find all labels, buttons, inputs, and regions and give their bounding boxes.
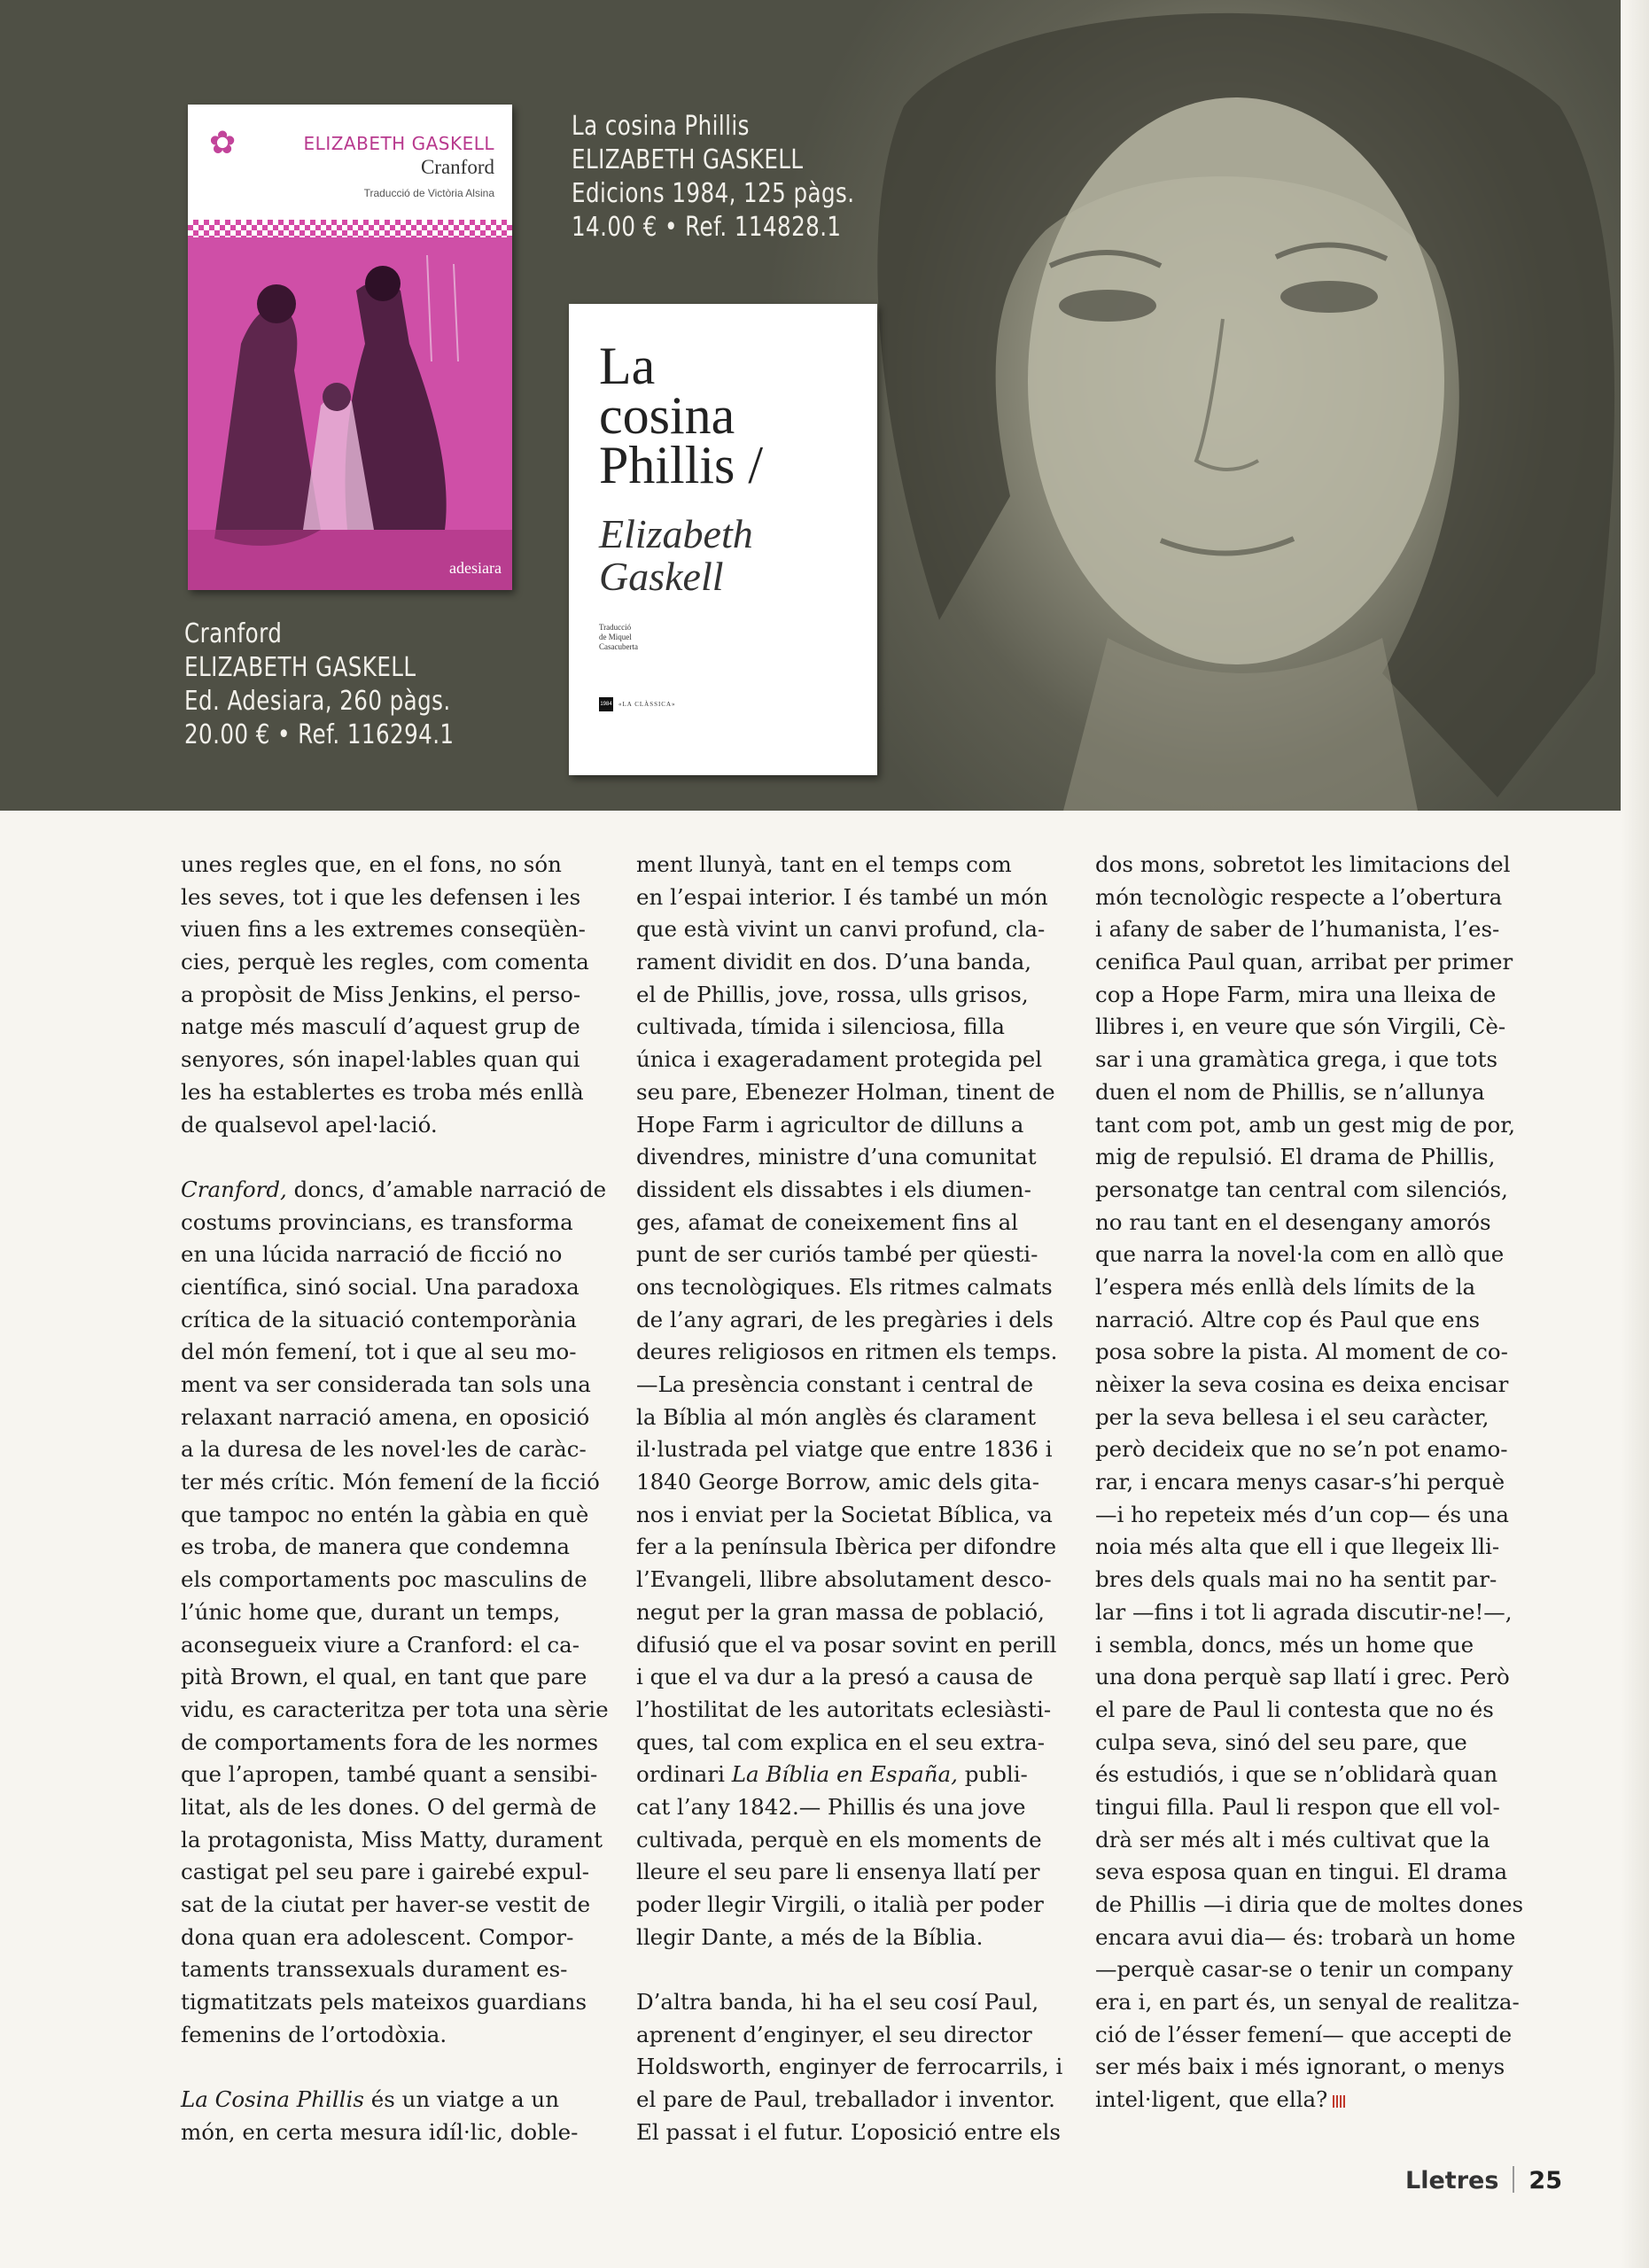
text-line: nèixer la seva cosina es deixa encisar	[1095, 1371, 1509, 1397]
text-line: els comportaments poc masculins de	[181, 1566, 587, 1593]
text-line: unes regles que, en el fons, no són	[181, 851, 562, 877]
text-line: que tampoc no entén la gàbia en què	[181, 1501, 589, 1527]
caption-cranford-price: 20.00 € • Ref. 116294.1	[184, 719, 455, 750]
text-line: ordinari La Bíblia en España, publi-	[636, 1761, 1028, 1788]
translation-line: de Miquel	[599, 633, 632, 641]
text-line: en una lúcida narració de ficció no	[181, 1241, 563, 1268]
caption-cranford-title: Cranford	[184, 618, 283, 649]
text-line: de qualsevol apel·lació.	[181, 1111, 438, 1138]
text-line: en l’espai interior. I és també un món	[636, 883, 1048, 910]
text-line: castigat pel seu pare i gairebé expul-	[181, 1859, 590, 1885]
text-line: noia més alta que ell i que llegeix lli-	[1095, 1534, 1500, 1560]
text-line: dos mons, sobretot les limitacions del	[1095, 851, 1511, 877]
publisher-logo-icon: ✿	[209, 125, 237, 161]
text-line: que l’apropen, també quant a sensibi-	[181, 1761, 598, 1788]
text-line: punt de ser curiós també per qüesti-	[636, 1241, 1038, 1268]
paragraph-gap	[181, 2051, 609, 2084]
text-line: taments transsexuals durament es-	[181, 1956, 568, 1983]
text-line: La Cosina Phillis és un viatge a un	[181, 2086, 559, 2113]
text-line: lar —fins i tot li agrada discutir-ne!—,	[1095, 1598, 1513, 1625]
text-line: ques, tal com explica en el seu extra-	[636, 1728, 1046, 1755]
text-line: però decideix que no se’n pot enamo-	[1095, 1436, 1508, 1463]
text-line: narració. Altre cop és Paul que ens	[1095, 1306, 1481, 1332]
text-line: aconsegueix viure a Cranford: el ca-	[181, 1631, 580, 1658]
text-line: el de Phillis, jove, rossa, ulls grisos,	[636, 981, 1029, 1007]
book-cover-cranford	[188, 105, 512, 590]
text-line: món, en certa mesura idíl·lic, doble-	[181, 2118, 579, 2145]
text-line: i afany de saber de l’humanista, l’es-	[1095, 916, 1500, 943]
text-line: natge més masculí d’aquest grup de	[181, 1014, 580, 1040]
cover-phillis-title	[599, 337, 865, 494]
text-line: sar i una gramàtica grega, i que tots	[1095, 1046, 1498, 1073]
text-line: i sembla, doncs, més un home que	[1095, 1631, 1474, 1658]
text-line: relaxant narració amena, en oposició	[181, 1403, 590, 1430]
text-line: una dona perquè sap llatí i grec. Però	[1095, 1664, 1510, 1690]
text-line: litat, als de les dones. O del germà de	[181, 1793, 597, 1820]
end-of-article-icon	[1333, 2095, 1345, 2108]
cover-phillis-author-line: Gaskell	[599, 554, 724, 599]
text-line: mig de repulsió. El drama de Phillis,	[1095, 1144, 1496, 1170]
caption-phillis-price: 14.00 € • Ref. 114828.1	[572, 212, 842, 243]
text-line: cat l’any 1842.— Phillis és una jove	[636, 1793, 1026, 1820]
text-line: senyores, són inapel·lables quan qui	[181, 1046, 580, 1073]
text-line: seva esposa quan en tingui. El drama	[1095, 1859, 1508, 1885]
text-line: pità Brown, el qual, en tant que pare	[181, 1664, 587, 1690]
text-line: de Phillis —i diria que de moltes dones	[1095, 1891, 1524, 1917]
cover-cranford-translator: Traducció de Victòria Alsina	[363, 187, 494, 199]
text-column-1	[181, 849, 609, 2149]
text-line: viuen fins a les extremes conseqüèn-	[181, 916, 586, 943]
text-line: seu pare, Ebenezer Holman, tinent de	[636, 1078, 1055, 1105]
translation-line: Traducció	[599, 623, 632, 632]
text-line: drà ser més alt i més cultivat que la	[1095, 1826, 1490, 1852]
text-line: poder llegir Virgili, o italià per poder	[636, 1891, 1044, 1917]
text-line: la protagonista, Miss Matty, durament	[181, 1826, 603, 1852]
cover-cranford-imprint: adesiara	[449, 559, 502, 577]
cover-phillis-title-line: Phillis /	[599, 436, 764, 494]
text-line: que està vivint un canvi profund, cla-	[636, 916, 1046, 943]
text-line: costums provincians, es transforma	[181, 1208, 573, 1235]
translation-line: Casacuberta	[599, 642, 638, 651]
text-line: ser més baix i més ignorant, o menys	[1095, 2054, 1505, 2080]
text-line: ció de l’ésser femení— que accepti de	[1095, 2021, 1513, 2047]
text-line: cultivada, tímida i silenciosa, filla	[636, 1014, 1005, 1040]
cover-illustration	[188, 237, 512, 590]
text-line: el pare de Paul li contesta que no és	[1095, 1696, 1494, 1722]
text-line: bres dels quals mai no ha sentit par-	[1095, 1566, 1497, 1593]
text-line: encara avui dia— és: trobarà un home	[1095, 1923, 1516, 1950]
footer-divider	[1513, 2166, 1514, 2193]
text-line: l’Evangeli, llibre absolutament desco-	[636, 1566, 1052, 1593]
text-line: no rau tant en el desengany amorós	[1095, 1208, 1491, 1235]
text-line: rament dividit en dos. D’una banda,	[636, 949, 1031, 975]
text-line: rar, i encara menys casar-s’hi perquè	[1095, 1469, 1505, 1495]
text-line: El passat i el futur. L’oposició entre els	[636, 2118, 1061, 2145]
page-edge	[1621, 0, 1649, 2268]
text-line: tant com pot, amb un gest mig de por,	[1095, 1111, 1516, 1138]
text-line: la Bíblia al món anglès és clarament	[636, 1403, 1037, 1430]
page-footer	[1405, 2166, 1562, 2194]
text-line: món tecnològic respecte a l’obertura	[1095, 883, 1503, 910]
text-line: nos i enviat per la Societat Bíblica, va	[636, 1501, 1053, 1527]
cover-phillis-author-line: Elizabeth	[599, 511, 753, 556]
text-line: llegir Dante, a més de la Bíblia.	[636, 1923, 984, 1950]
cover-phillis-title-line: cosina	[599, 386, 735, 445]
text-line: es troba, de manera que condemna	[181, 1534, 571, 1560]
text-line: vidu, es caracteritza per tota una sèrie	[181, 1696, 609, 1722]
text-line: cop a Hope Farm, mira una lleixa de	[1095, 981, 1497, 1007]
publisher-logo-icon: 1984	[599, 697, 613, 711]
section-name: Lletres	[1405, 2167, 1499, 2194]
text-line: de comportaments fora de les normes	[181, 1728, 599, 1755]
book-cover-phillis	[569, 304, 877, 775]
text-line: l’espera més enllà dels límits de la	[1095, 1273, 1476, 1300]
text-line: duen el nom de Phillis, se n’allunya	[1095, 1078, 1485, 1105]
text-line: a la duresa de les novel·les de caràc-	[181, 1436, 587, 1463]
caption-phillis	[572, 110, 854, 245]
text-line: dona quan era adolescent. Compor-	[181, 1923, 574, 1950]
text-line: lleure el seu pare li ensenya llatí per	[636, 1859, 1040, 1885]
text-line: de l’any agrari, de les pregàries i dels	[636, 1306, 1054, 1332]
text-line: Holdsworth, enginyer de ferrocarrils, i	[636, 2054, 1063, 2080]
cover-phillis-author	[599, 513, 753, 598]
text-line: negut per la gran massa de població,	[636, 1598, 1045, 1625]
text-line: cies, perquè les regles, com comenta	[181, 949, 589, 975]
text-line: sat de la ciutat per haver-se vestit de	[181, 1891, 591, 1917]
caption-cranford-author: ELIZABETH GASKELL	[184, 652, 416, 683]
text-line: —perquè casar-se o tenir un company	[1095, 1956, 1513, 1983]
text-line: divendres, ministre d’una comunitat	[636, 1144, 1037, 1170]
cover-checker-border	[188, 220, 512, 237]
text-line: per la seva bellesa i el seu caràcter,	[1095, 1403, 1490, 1430]
page-number: 25	[1528, 2167, 1562, 2194]
text-line: crítica de la situació contemporània	[181, 1306, 577, 1332]
cover-cranford-title: Cranford	[420, 156, 494, 178]
text-line: el pare de Paul, treballador i inventor.	[636, 2086, 1055, 2113]
text-line: ter més crític. Món femení de la ficció	[181, 1469, 600, 1495]
text-line: les ha establertes es troba més enllà	[181, 1078, 584, 1105]
paragraph-gap	[636, 1953, 1062, 1986]
text-line: culpa seva, sinó del seu pare, que	[1095, 1728, 1467, 1755]
text-line: tigmatitzats pels mateixos guardians	[181, 1989, 587, 2016]
text-line: D’altra banda, hi ha el seu cosí Paul,	[636, 1989, 1039, 2016]
caption-phillis-author: ELIZABETH GASKELL	[572, 144, 804, 175]
text-line: ons tecnològiques. Els ritmes calmats	[636, 1273, 1053, 1300]
text-line: Hope Farm i agricultor de dilluns a	[636, 1111, 1024, 1138]
cover-phillis-title-line: La	[599, 337, 656, 395]
text-line: dissident els dissabtes i els diumen-	[636, 1176, 1031, 1202]
text-line: —i ho repeteix més d’un cop— és una	[1095, 1501, 1509, 1527]
text-line: cultivada, perquè en els moments de	[636, 1826, 1042, 1852]
text-line: deures religiosos en ritmen els temps.	[636, 1339, 1058, 1365]
text-line: l’hostilitat de les autoritats eclesiàsti-	[636, 1696, 1052, 1722]
text-line: aprenent d’enginyer, el seu director	[636, 2021, 1032, 2047]
text-line: única i exageradament protegida pel	[636, 1046, 1043, 1073]
text-line: —La presència constant i central de	[636, 1371, 1034, 1397]
text-line: Cranford, doncs, d’amable narració de	[181, 1176, 607, 1202]
text-line: intel·ligent, que ella?	[1095, 2084, 1523, 2117]
text-line: difusió que el va posar sovint en perill	[636, 1631, 1057, 1658]
text-line: tingui filla. Paul li respon que ell vol-	[1095, 1793, 1500, 1820]
text-line: ment va ser considerada tan sols una	[181, 1371, 591, 1397]
text-line: personatge tan central com silenciós,	[1095, 1176, 1508, 1202]
text-line: fer a la península Ibèrica per difondre	[636, 1534, 1057, 1560]
caption-phillis-publisher: Edicions 1984, 125 pàgs.	[572, 178, 855, 209]
text-line: l’únic home que, durant un temps,	[181, 1598, 561, 1625]
text-line: del món femení, tot i que al seu mo-	[181, 1339, 577, 1365]
text-line: 1840 George Borrow, amic dels gita-	[636, 1469, 1040, 1495]
cover-cranford-author: ELIZABETH GASKELL	[303, 133, 494, 154]
text-line: llibres i, en veure que són Virgili, Cè-	[1095, 1014, 1506, 1040]
text-line: a propòsit de Miss Jenkins, el perso-	[181, 981, 581, 1007]
cover-phillis-series: «LA CLÀSSICA»	[618, 701, 676, 708]
text-line: ment llunyà, tant en el temps com	[636, 851, 1012, 877]
text-line: il·lustrada pel viatge que entre 1836 i	[636, 1436, 1053, 1463]
text-line: és estudiós, i que se n’oblidarà quan	[1095, 1761, 1498, 1788]
text-line: era i, en part és, un senyal de realitza-	[1095, 1989, 1520, 2016]
text-column-3	[1095, 849, 1523, 2117]
caption-phillis-title: La cosina Phillis	[572, 111, 750, 142]
text-line: ges, afamat de coneixement fins al	[636, 1208, 1019, 1235]
text-line: que narra la novel·la com en allò que	[1095, 1241, 1505, 1268]
caption-cranford	[184, 617, 454, 752]
text-line: posa sobre la pista. Al moment de co-	[1095, 1339, 1508, 1365]
caption-cranford-publisher: Ed. Adesiara, 260 pàgs.	[184, 686, 451, 717]
header-band	[0, 0, 1622, 811]
text-column-2	[636, 849, 1062, 2149]
paragraph-gap	[181, 1141, 609, 1174]
text-line: les seves, tot i que les defensen i les	[181, 883, 581, 910]
text-line: i que el va dur a la presó a causa de	[636, 1664, 1033, 1690]
text-line: femenins de l’ortodòxia.	[181, 2021, 447, 2047]
text-line: cenifica Paul quan, arribat per primer	[1095, 949, 1513, 975]
text-line: científica, sinó social. Una paradoxa	[181, 1273, 579, 1300]
cover-phillis-translation	[599, 623, 638, 652]
